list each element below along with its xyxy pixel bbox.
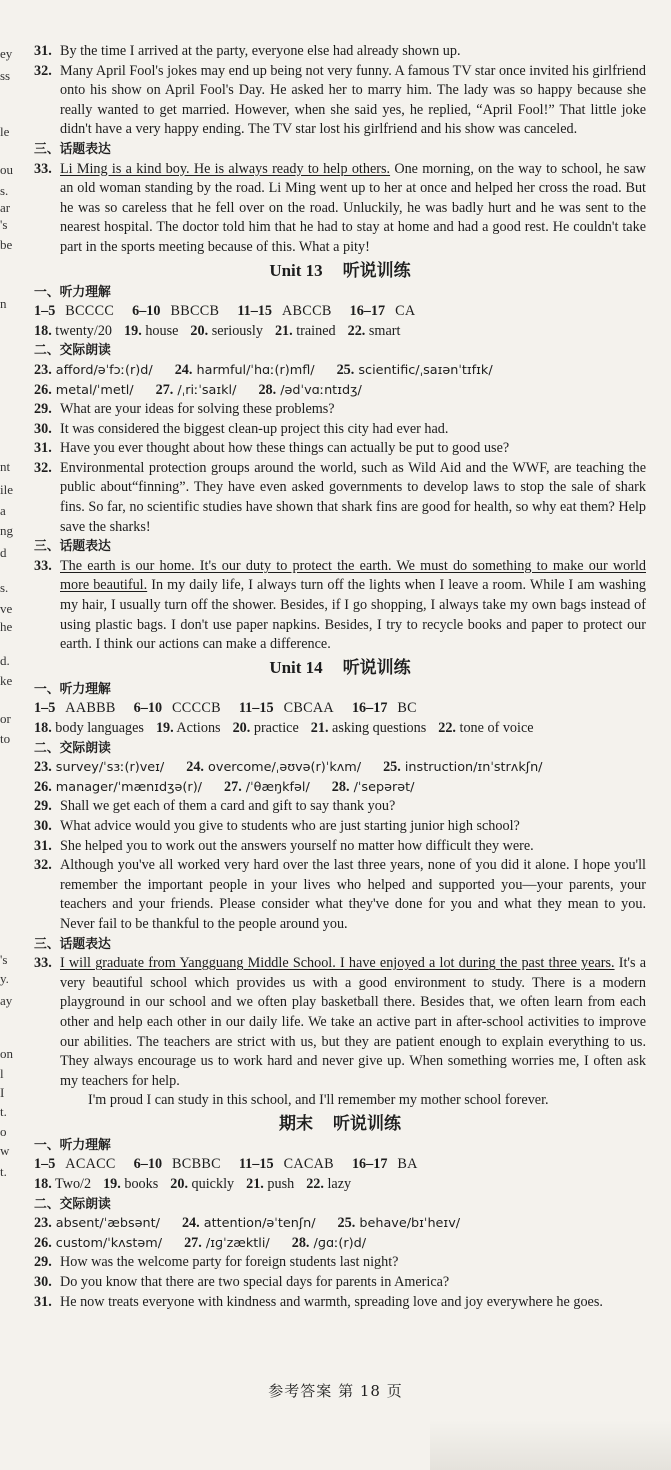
fill-answer: tone of voice — [455, 720, 534, 736]
item-number: 23. — [34, 759, 52, 776]
answer-letters: BA — [397, 1156, 418, 1173]
answer-range: 1–5 — [34, 1156, 56, 1173]
margin-fragment: ss — [0, 68, 11, 83]
fill-answer: lazy — [323, 1176, 352, 1193]
question-31: 31. By the time I arrived at the party, everyone else had already shown up. — [34, 43, 461, 59]
margin-fragment: ng — [0, 523, 13, 538]
item-number: 21. — [274, 322, 293, 339]
item-number: 24. — [181, 1215, 200, 1232]
pronunciation-row-1 — [34, 758, 646, 778]
answer-letters: ACACC — [65, 1156, 116, 1173]
question-32: 32. Many April Fool's jokes may end up being not very funny. A famous TV star once invited his girlfriend onto his show on April Fool's Day. He asked her to marry him. The lady was so happy because she really wanted to get married. However, when she said yes, he replied, “April Fool!” That little joke didn't have a very happy ending. The TV star lost his girlfriend and his show was canceled. — [34, 62, 646, 138]
answer-letters: BBCCB — [170, 303, 220, 320]
margin-fragment: ar — [0, 200, 11, 215]
fill-answer: twenty/20 — [51, 322, 113, 339]
margin-fragment: ke — [0, 673, 13, 688]
question-32: 32. Although you've all worked very hard over the last three years, none of you did it alone. I hope you'll remember the important people in your lives who helped and supported you—your parents, your teachers and your friends. Please consider what they've done for you and what they mean to you. Never fail to be thankful to the people around you. — [34, 857, 646, 932]
question-33: 33. The earth is our home. It's our duty to protect the earth. We must do something to make our world more beautiful. In my daily life, I always turn off the lights when I leave a room. While I am washing my hair, I usually turn off the shower. Besides, if I go shopping, I always take my own bags instead of using plastic bags. I don't use paper napkins. Besides, I try to recycle books and paper to protect our earth. I think our actions can make a difference. — [34, 557, 647, 653]
answer-letters: BCCCC — [65, 303, 115, 320]
answer-letters: CCCCB — [172, 700, 221, 717]
item-number: 27. — [224, 778, 242, 795]
pronunciation-answer: harmful/ˈhɑː(r)mfl/ — [192, 362, 315, 378]
margin-fragment: d — [0, 545, 7, 560]
unit-13-heading: Unit 13 听说训练 — [269, 260, 411, 280]
page-footer: 参考答案 第 18 页 — [268, 1382, 403, 1400]
item-number: 24. — [186, 759, 204, 776]
pronunciation-answer: /ɪɡˈzæktli/ — [201, 1235, 270, 1251]
pronunciation-row-2 — [34, 1234, 646, 1254]
question-31: 31. Have you ever thought about how these things can actually be put to good use? — [34, 440, 510, 457]
fill-answer: books — [120, 1176, 159, 1193]
item-number: 18. — [34, 1176, 52, 1193]
item-number: 26. — [34, 1234, 52, 1251]
item-number: 20. — [190, 322, 209, 339]
margin-fragment: y. — [0, 971, 9, 986]
fill-answers — [34, 719, 646, 739]
margin-fragment: o — [0, 1124, 7, 1139]
pronunciation-answer: /ˈsepərət/ — [349, 779, 415, 795]
margin-fragment: 's — [0, 952, 8, 967]
pronunciation-answer: /ɡɑː(r)d/ — [309, 1235, 367, 1251]
question-31: 31. She helped you to work out the answers yourself no matter how difficult they were. — [34, 837, 534, 854]
pronunciation-answer: scientific/ˌsaɪənˈtɪfɪk/ — [354, 362, 493, 378]
margin-fragment: on — [0, 1046, 13, 1061]
margin-fragment: I — [0, 1085, 5, 1100]
fill-answer: quickly — [188, 1176, 235, 1193]
margin-fragment: ou — [0, 162, 13, 177]
answer-range: 16–17 — [351, 1156, 388, 1173]
answer-letters: CBCAA — [283, 700, 334, 717]
answer-letters: AABBB — [65, 700, 116, 717]
item-number: 22. — [347, 322, 366, 339]
item-number: 19. — [124, 322, 142, 339]
fill-answer: Actions — [173, 720, 221, 736]
section-heading-topic: 三、话题表达 — [34, 936, 111, 952]
pronunciation-row-2 — [34, 381, 646, 401]
question-30: 30. Do you know that there are two special days for parents in America? — [34, 1274, 450, 1291]
pronunciation-answer: afford/əˈfɔː(r)d/ — [51, 362, 153, 378]
fill-answer: house — [141, 322, 179, 339]
item-number: 20. — [232, 720, 251, 736]
section-heading-listening: 一、听力理解 — [34, 1137, 111, 1153]
pronunciation-answer: instruction/ɪnˈstrʌkʃn/ — [400, 760, 543, 776]
question-33: 33. Li Ming is a kind boy. He is always ready to help others. One morning, on the way to school, he saw an old woman standing by the road. Li Ming went up to her at once and helped her cross the road. But he was so careless that he fell over on the road. Unluckily, he was badly hurt and he was sent to the nearest hospital. The doctor told him that he had to stay at home and had a good rest. He couldn't take part in the sports meeting because of this. What a pity! — [34, 160, 646, 255]
pronunciation-row-1 — [34, 361, 646, 381]
margin-fragment: n — [0, 296, 7, 311]
pronunciation-answer: behave/bɪˈheɪv/ — [355, 1216, 461, 1232]
answer-range: 11–15 — [238, 700, 274, 717]
margin-fragment: 's — [0, 217, 8, 232]
pronunciation-answer: survey/ˈsɜː(r)veɪ/ — [51, 760, 165, 776]
margin-fragment: s. — [0, 580, 9, 595]
left-margin-cutoff-text — [0, 0, 14, 1470]
fill-answers — [34, 1175, 646, 1195]
unit-14-heading: Unit 14 听说训练 — [269, 657, 411, 677]
answer-range: 6–10 — [132, 303, 161, 320]
item-number: 28. — [331, 778, 350, 795]
item-number: 21. — [310, 720, 329, 736]
answer-range: 6–10 — [133, 1156, 163, 1173]
margin-fragment: he — [0, 619, 13, 634]
item-number: 23. — [34, 1215, 52, 1232]
margin-fragment: l — [0, 1066, 4, 1081]
margin-fragment: to — [0, 731, 11, 746]
pronunciation-row-2 — [34, 778, 646, 798]
section-heading-reading: 二、交际朗读 — [34, 1196, 111, 1212]
item-number: 27. — [184, 1234, 202, 1251]
choice-answers — [34, 302, 646, 322]
pronunciation-answer: /ˌriːˈsaɪkl/ — [173, 382, 237, 398]
item-number: 26. — [34, 778, 52, 795]
item-number: 19. — [103, 1176, 121, 1193]
section-heading-reading: 二、交际朗读 — [34, 343, 111, 359]
answer-letters: BCBBC — [172, 1156, 221, 1173]
answer-letters: ABCCB — [282, 303, 332, 320]
fill-answer: push — [263, 1176, 295, 1193]
margin-fragment: ile — [0, 482, 13, 497]
section-heading-topic: 三、话题表达 — [34, 141, 111, 157]
answer-range: 1–5 — [34, 303, 56, 320]
margin-fragment: ey — [0, 46, 13, 61]
question-29: 29. What are your ideas for solving these problems? — [34, 401, 335, 418]
fill-answer: seriously — [208, 322, 263, 339]
margin-fragment: ve — [0, 601, 13, 616]
section-heading-reading: 二、交际朗读 — [34, 740, 111, 756]
section-heading-listening: 一、听力理解 — [34, 681, 111, 697]
item-number: 24. — [174, 361, 193, 378]
item-number: 23. — [34, 361, 52, 378]
fill-answer: Two/2 — [51, 1176, 92, 1193]
choice-answers — [34, 699, 646, 719]
answer-letters: BC — [397, 700, 417, 717]
pronunciation-answer: overcome/ˌəʊvə(r)ˈkʌm/ — [203, 760, 362, 776]
item-number: 20. — [170, 1176, 188, 1193]
pronunciation-answer: custom/ˈkʌstəm/ — [51, 1235, 163, 1251]
pronunciation-answer: absent/ˈæbsənt/ — [51, 1216, 160, 1232]
margin-fragment: ay — [0, 993, 13, 1008]
question-32: 32. Environmental protection groups around the world, such as Wild Aid and the WWF, are teaching the public about“finning”. They have even asked governments to develop laws to stop the sale of shark fins. So far, no scientific studies have shown that shark fins are good for health, so why eat them? Help save the sharks! — [34, 459, 646, 535]
item-number: 25. — [336, 361, 355, 378]
answer-range: 11–15 — [238, 1156, 274, 1173]
fill-answer: trained — [292, 322, 336, 339]
margin-fragment: d. — [0, 653, 10, 668]
answer-range: 16–17 — [349, 303, 386, 320]
fill-answer: body languages — [51, 720, 144, 736]
answer-letters: CA — [395, 303, 416, 320]
item-number: 19. — [155, 720, 174, 736]
section-heading-listening: 一、听力理解 — [34, 284, 111, 300]
margin-fragment: nt — [0, 459, 11, 474]
margin-fragment: t. — [0, 1104, 7, 1119]
item-number: 28. — [258, 381, 277, 398]
question-33: 33. I will graduate from Yangguang Middle School. I have enjoyed a lot during the past three years. It's a very beautiful school which provides us with a good environment to study. There is a modern playground in our school and we often play basketball there. Besides that, we often learn from each other and help each other in our daily life. We take an active part in after-school activities to improve our abilities. The teachers are strict with us, but they are patient enough to explain everything to us. They always encourage us to work hard and never give up. When something worries me, I often ask my teachers for help. — [34, 955, 646, 1089]
item-number: 26. — [34, 381, 52, 398]
item-number: 18. — [34, 322, 52, 339]
question-29: 29. How was the welcome party for foreign students last night? — [34, 1254, 399, 1271]
fill-answer: smart — [365, 322, 401, 339]
item-number: 18. — [34, 720, 52, 736]
item-number: 27. — [155, 381, 174, 398]
margin-fragment: le — [0, 124, 10, 139]
fill-answers — [34, 322, 646, 342]
answer-letters: CACAB — [283, 1156, 334, 1173]
pronunciation-answer: manager/ˈmænɪdʒə(r)/ — [51, 779, 202, 795]
answer-range: 16–17 — [351, 700, 388, 717]
item-number: 25. — [337, 1215, 356, 1232]
margin-fragment: or — [0, 711, 11, 726]
margin-fragment: t. — [0, 1164, 7, 1179]
item-number: 22. — [438, 720, 456, 736]
item-number: 25. — [383, 759, 401, 776]
margin-fragment: w — [0, 1143, 10, 1158]
choice-answers — [34, 1155, 646, 1175]
item-number: 22. — [306, 1176, 324, 1193]
item-number: 28. — [291, 1234, 310, 1251]
answer-range: 1–5 — [34, 700, 56, 717]
margin-fragment: s. — [0, 183, 9, 198]
pronunciation-row-1 — [34, 1214, 646, 1234]
question-31: 31. He now treats everyone with kindness and warmth, spreading love and joy everywhere he goes. — [34, 1293, 603, 1310]
question-29: 29. Shall we get each of them a card and gift to say thank you? — [34, 798, 396, 815]
pronunciation-answer: /ˈθæŋkfəl/ — [241, 779, 310, 795]
item-number: 21. — [246, 1176, 264, 1193]
question-30: 30. What advice would you give to students who are just starting junior high school? — [34, 817, 520, 834]
page-content — [34, 42, 646, 1312]
fill-answer: practice — [250, 720, 299, 736]
fill-answer: asking questions — [328, 720, 427, 736]
answer-range: 11–15 — [237, 303, 272, 320]
margin-fragment: be — [0, 237, 13, 252]
question-30: 30. It was considered the biggest clean-up project this city had ever had. — [34, 420, 449, 437]
pronunciation-answer: metal/ˈmetl/ — [51, 382, 134, 398]
pronunciation-answer: /ədˈvɑːntɪdʒ/ — [276, 382, 362, 398]
answer-range: 6–10 — [133, 700, 163, 717]
question-33-closing: I'm proud I can study in this school, and I'll remember my mother school forever. — [88, 1092, 549, 1109]
section-heading-topic: 三、话题表达 — [34, 539, 111, 555]
pronunciation-answer: attention/əˈtenʃn/ — [199, 1216, 316, 1232]
final-exam-heading: 期末 听说训练 — [279, 1113, 401, 1133]
margin-fragment: a — [0, 503, 6, 518]
